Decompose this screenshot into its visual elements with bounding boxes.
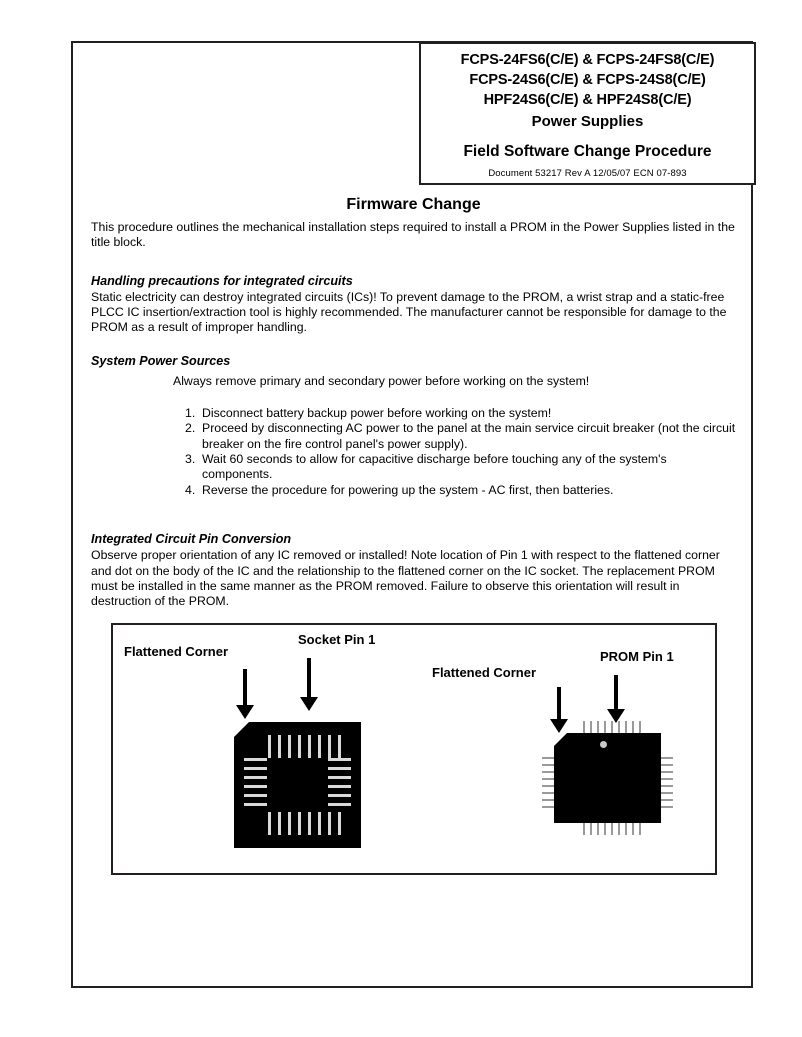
spacer xyxy=(91,251,736,273)
section-heading-handling: Handling precautions for integrated circuits xyxy=(91,273,353,288)
section-heading-pin-conversion: Integrated Circuit Pin Conversion xyxy=(91,532,292,547)
section-body-handling: Static electricity can destroy integrated circuits (ICs)! To prevent damage to the PROM, a wrist strap and a static-free PLCC IC insertion/extraction tool is highly recommended. The manufacturer cannot be responsible for damage to the PROM as a result of improper handling. xyxy=(91,289,727,335)
title-subtitle: Power Supplies xyxy=(531,113,644,130)
list-item xyxy=(185,421,736,452)
spacer xyxy=(91,520,736,531)
label-socket-flattened-corner: Flattened Corner xyxy=(124,644,229,659)
prom-chip-illustration xyxy=(554,733,661,823)
document-reference-line: Document 53217 Rev A 12/05/07 ECN 07-893 xyxy=(488,168,687,179)
list-item-text: Disconnect battery backup power before working on the system! xyxy=(202,405,552,420)
title-line-2: FCPS-24S6(C/E) & FCPS-24S8(C/E) xyxy=(469,72,706,88)
document-content xyxy=(91,195,736,609)
list-item-number: 1. xyxy=(185,405,196,420)
list-item-text: Reverse the procedure for powering up the system - AC first, then batteries. xyxy=(202,482,614,497)
intro-paragraph: This procedure outlines the mechanical installation steps required to install a PROM in the Power Supplies listed in the title block. xyxy=(91,220,735,250)
list-item-number: 3. xyxy=(185,452,196,466)
power-sources-note: Always remove primary and secondary power before working on the system! xyxy=(173,374,590,389)
title-line-1: FCPS-24FS6(C/E) & FCPS-24FS8(C/E) xyxy=(460,52,715,68)
plcc-socket-illustration xyxy=(234,722,361,848)
list-item-text: Proceed by disconnecting AC power to the panel at the main service circuit breaker (not the circuit breaker on the fire control panel's power supply). xyxy=(202,421,736,451)
title-block xyxy=(419,42,756,185)
prom-body xyxy=(554,733,661,823)
section-body-pin-conversion: Observe proper orientation of any IC removed or installed! Note location of Pin 1 with respect to the flattened corner and dot on the body of the IC and the relationship to the flattened corner on the IC socket. The replacement PROM must be installed in the same manner as the PROM removed. Failure to observe this orientation will result in destruction of the PROM. xyxy=(91,548,720,609)
list-item-number: 2. xyxy=(185,421,196,436)
list-item xyxy=(185,483,736,498)
page-title: Firmware Change xyxy=(346,196,481,213)
list-item xyxy=(185,406,736,421)
pin1-dot-icon xyxy=(600,741,607,748)
page-border xyxy=(71,41,753,988)
section-heading-power-sources: System Power Sources xyxy=(91,354,231,369)
power-sources-step-list xyxy=(91,406,736,498)
label-prom-pin1: PROM Pin 1 xyxy=(600,649,674,664)
ic-orientation-figure xyxy=(111,623,717,875)
list-item-text: Wait 60 seconds to allow for capacitive discharge before touching any of the system's components. xyxy=(202,452,667,482)
label-socket-pin1: Socket Pin 1 xyxy=(298,632,376,647)
title-line-3: HPF24S6(C/E) & HPF24S8(C/E) xyxy=(483,92,692,108)
title-procedure: Field Software Change Procedure xyxy=(463,143,712,160)
spacer xyxy=(91,498,736,520)
list-item-number: 4. xyxy=(185,482,196,497)
list-item xyxy=(185,452,736,483)
spacer xyxy=(91,335,736,353)
label-prom-flattened-corner: Flattened Corner xyxy=(432,665,537,680)
